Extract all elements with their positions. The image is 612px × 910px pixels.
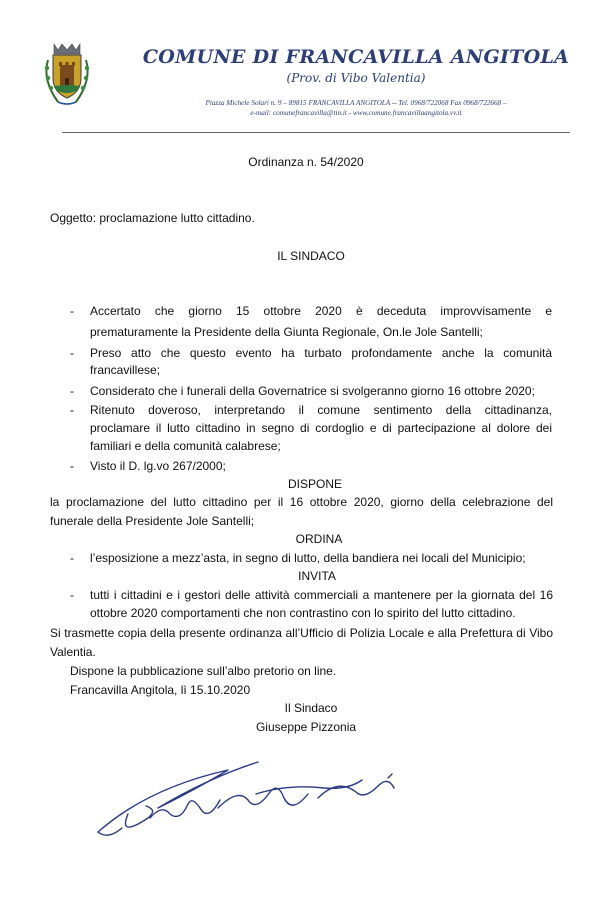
place-date-line: Francavilla Angitola, lì 15.10.2020: [70, 683, 251, 697]
subject-line: Oggetto: proclamazione lutto cittadino.: [50, 211, 255, 225]
list-item: Ritenuto doveroso, interpretando il comune sentimento della cittadinanza,: [90, 403, 552, 417]
transmission-text-continuation: Valentia.: [50, 645, 96, 659]
address-line: Piazza Michele Solari n. 9 – 89815 FRANCAVILLA ANGITOLA -- Tel. 0968/722068 Fax 0968/722668 –: [205, 99, 507, 107]
invita-heading: INVITA: [298, 569, 336, 583]
ordinance-number: Ordinanza n. 54/2020: [248, 155, 364, 169]
list-item: Considerato che i funerali della Governatrice si svolgeranno giorno 16 ottobre 2020;: [90, 384, 535, 398]
dispone-text: la proclamazione del lutto cittadino per il 16 ottobre 2020, giorno della celebrazione del: [50, 495, 553, 509]
issuer-heading: IL SINDACO: [277, 249, 345, 263]
list-item-continuation: prematuramente la Presidente della Giunta Regionale, On.le Jole Santelli;: [90, 325, 483, 339]
transmission-text: Si trasmette copia della presente ordinanza all’Ufficio di Polizia Locale e alla Prefettura di Vibo: [50, 626, 553, 640]
list-bullet: -: [70, 588, 74, 602]
list-item: Accertato che giorno 15 ottobre 2020 è deceduta improvvisamente e: [90, 304, 552, 318]
invita-item-continuation: ottobre 2020 comportamenti che non contrastino con lo spirito del lutto cittadino.: [90, 606, 516, 620]
province-line: (Prov. di Vibo Valentia): [286, 71, 426, 85]
list-item-continuation: familiari e della comunità calabrese;: [90, 439, 281, 453]
dispone-heading: DISPONE: [287, 477, 342, 491]
list-item-continuation: francavillese;: [90, 363, 161, 377]
letterhead-divider: [62, 132, 570, 133]
list-item-continuation: proclamare il lutto cittadino in segno di cordoglio e di partecipazione al dolore dei: [90, 421, 552, 435]
municipal-coat-of-arms-icon: [38, 40, 96, 108]
list-item: Preso atto che questo evento ha turbato profondamente anche la comunità: [90, 346, 552, 360]
publication-line: Dispone la pubblicazione sull’albo pretorio on line.: [70, 664, 337, 678]
ordina-item: l’esposizione a mezz’asta, in segno di lutto, della bandiera nei locali del Municipio;: [90, 551, 526, 565]
list-bullet: -: [70, 459, 74, 473]
handwritten-signature: [88, 748, 418, 848]
dispone-text-continuation: funerale della Presidente Jole Santelli;: [50, 514, 255, 528]
signatory-title: Il Sindaco: [284, 701, 338, 715]
invita-item: tutti i cittadini e i gestori delle attività commerciali a mantenere per la giornata del 16: [90, 588, 553, 602]
list-bullet: -: [70, 346, 74, 360]
list-item: Visto il D. lg.vo 267/2000;: [90, 459, 226, 473]
signatory-name: Giuseppe Pizzonia: [255, 720, 357, 734]
list-bullet: -: [70, 551, 74, 565]
contacts-line: e-mail: comunefrancavilla@tin.it - www.comune.francavillaangitola.vv.it: [250, 109, 462, 117]
ordina-heading: ORDINA: [295, 532, 343, 546]
list-bullet: -: [70, 304, 74, 318]
list-bullet: -: [70, 403, 74, 417]
municipality-title: COMUNE DI FRANCAVILLA ANGITOLA: [142, 46, 570, 68]
list-bullet: -: [70, 384, 74, 398]
